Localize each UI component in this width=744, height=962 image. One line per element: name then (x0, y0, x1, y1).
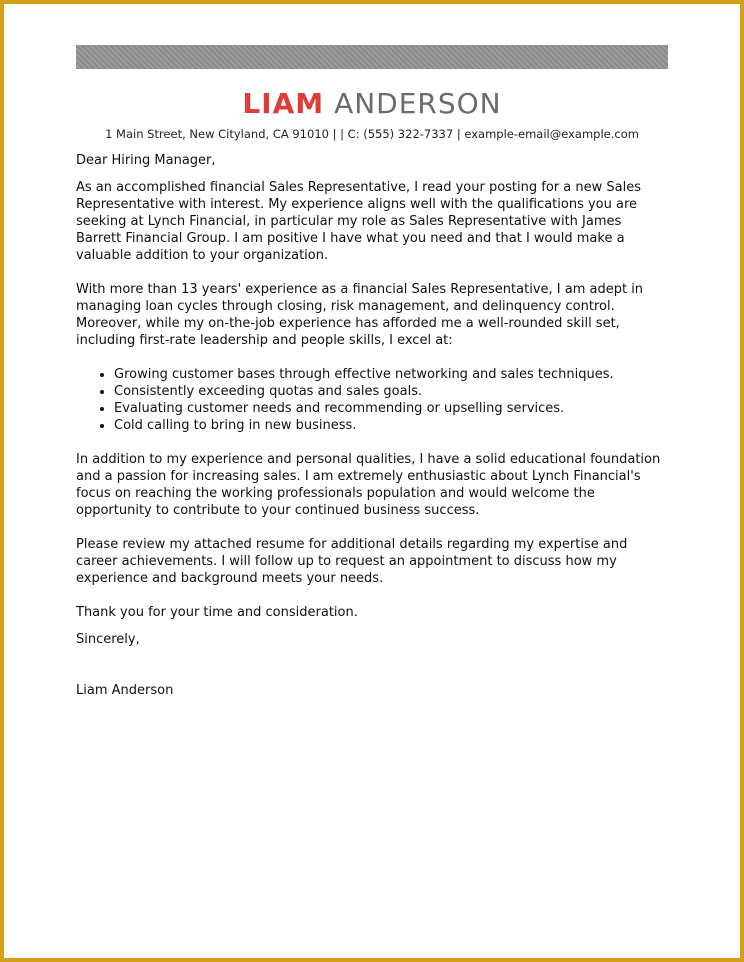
signature (76, 682, 666, 699)
signature-name: Liam Anderson (76, 683, 174, 698)
list-item: • Cold calling to bring in new business. (114, 417, 666, 434)
list-item: • Consistently exceeding quotas and sales goals. (114, 383, 666, 400)
paragraph-2 (76, 281, 666, 349)
paragraph-3 (76, 451, 666, 519)
list-item: • Growing customer bases through effective networking and sales techniques. (114, 366, 666, 383)
skills-list (76, 366, 666, 434)
paragraph-2-text: With more than 13 years' experience as a financial Sales Representative, I am adept in managing loan cycles through closing, risk management, and delinquency control. Moreover, while my on-the-job experience has afforded me a well-rounded skill set, including first-rate leadership and people skills, I excel at: (76, 282, 644, 348)
list-item: • Evaluating customer needs and recommending or upselling services. (114, 400, 666, 417)
salutation (76, 152, 666, 169)
paragraph-1 (76, 179, 666, 264)
paragraph-1-text: As an accomplished financial Sales Representative, I read your posting for a new Sales Representative with interest. My experience aligns well with the qualifications you are seeking at Lynch Financial, in particular my role as Sales Representative with James Barrett Financial Group. I am positive I have what you need and that I would make a valuable addition to your organization. (76, 180, 641, 263)
thanks-text: Thank you for your time and consideration. (76, 605, 358, 620)
thanks-line (76, 604, 666, 621)
applicant-last-name: ANDERSON (334, 87, 502, 120)
contact-line: 1 Main Street, New Cityland, CA 91010 | | C: (555) 322-7337 | example-email@example.com (105, 127, 639, 141)
header-decorative-bar (76, 45, 668, 69)
applicant-first-name: LIAM (242, 87, 325, 120)
closing (76, 631, 666, 648)
salutation-text: Dear Hiring Manager, (76, 153, 216, 168)
paragraph-4 (76, 536, 666, 587)
applicant-name (0, 86, 744, 122)
closing-text: Sincerely, (76, 632, 140, 647)
paragraph-3-text: In addition to my experience and personal qualities, I have a solid educational foundation and a passion for increasing sales. I am extremely enthusiastic about Lynch Financial's focus on reaching the working professionals population and would welcome the opportunity to contribute to your continued business success. (76, 452, 661, 518)
paragraph-4-text: Please review my attached resume for additional details regarding my expertise and career achievements. I will follow up to request an appointment to discuss how my experience and background meets your needs. (76, 537, 628, 586)
